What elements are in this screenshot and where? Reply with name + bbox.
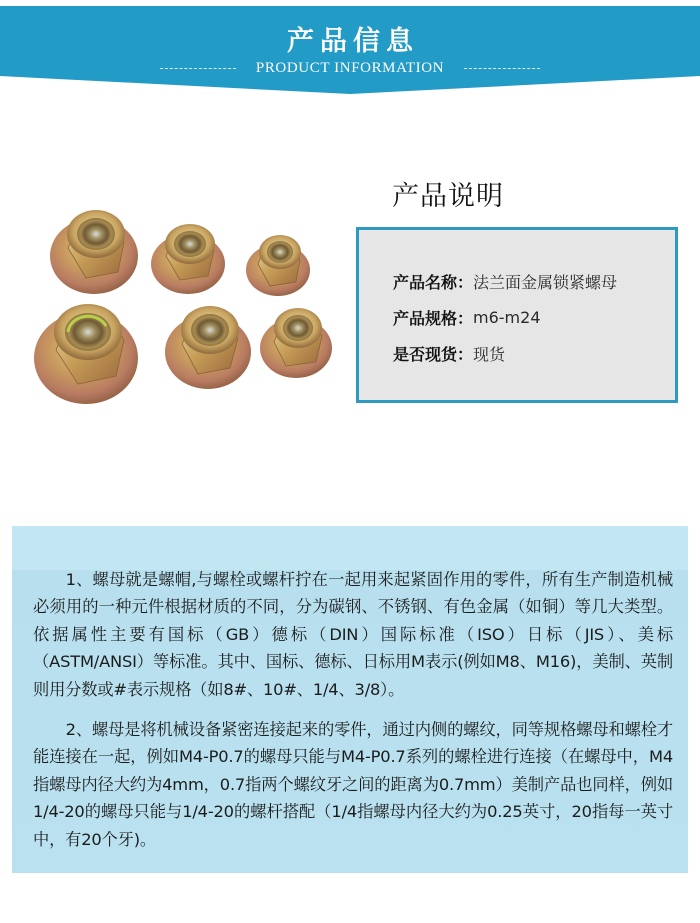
- flange-nuts-image: [20, 190, 340, 420]
- spec-label: 是否现货：: [393, 344, 474, 364]
- spec-label: 产品规格：: [393, 308, 474, 328]
- spec-row-size: [393, 306, 541, 328]
- section-banner: [0, 6, 700, 96]
- info-text: [33, 566, 673, 866]
- info-paragraph-2: 2、螺母是将机械设备紧密连接起来的零件，通过内侧的螺纹，同等规格螺母和螺栓才能连接在一起，例如M4-P0.7的螺母只能与M4-P0.7系列的螺栓进行连接（在螺母中，M4指螺母内径大约为4mm，0.7指两个螺纹牙之间的距离为0.7mm）美制产品也同样，例如1/4-20的螺母只能与1/4-20的螺杆搭配（1/4指螺母内径大约为0.25英寸，20指每一英寸中，有20个牙)。: [33, 720, 673, 849]
- info-paragraph-1: 1、螺母就是螺帽,与螺栓或螺杆拧在一起用来起紧固作用的零件，所有生产制造机械必须用的一种元件根据材质的不同，分为碳钢、不锈钢、有色金属（如铜）等几大类型。依据属性主要有国标（GB）德标（DIN）国际标准（ISO）日标（JIS）、美标（ASTM/ANSI）等标准。其中、国标、德标、日标用M表示(例如M8、M16)，美制、英制则用分数或#表示规格（如8#、10#、1/4、3/8）。: [33, 570, 673, 699]
- spec-row-name: [393, 270, 617, 292]
- nut-icon: [50, 210, 138, 294]
- nut-icon: [34, 304, 138, 404]
- description-heading: 产品说明: [392, 181, 504, 212]
- dashed-divider-left: [160, 68, 236, 69]
- spec-label: 产品名称：: [393, 272, 474, 292]
- nut-icon: [151, 224, 225, 294]
- spec-value: m6-m24: [473, 307, 541, 327]
- spec-value: 法兰面金属锁紧螺母: [473, 272, 618, 292]
- banner-subtitle: PRODUCT INFORMATION: [255, 60, 445, 76]
- banner-title: 产品信息: [287, 26, 419, 57]
- banner-subtitle-row: [0, 59, 700, 77]
- nut-icon: [165, 306, 251, 389]
- info-panel: [12, 526, 688, 873]
- dashed-divider-right: [464, 68, 540, 69]
- product-photo: [20, 190, 340, 420]
- nut-icon: [260, 308, 332, 378]
- nut-icon: [246, 235, 310, 296]
- spec-row-stock: [393, 342, 505, 364]
- spec-box: [356, 227, 678, 403]
- spec-value: 现货: [473, 344, 506, 364]
